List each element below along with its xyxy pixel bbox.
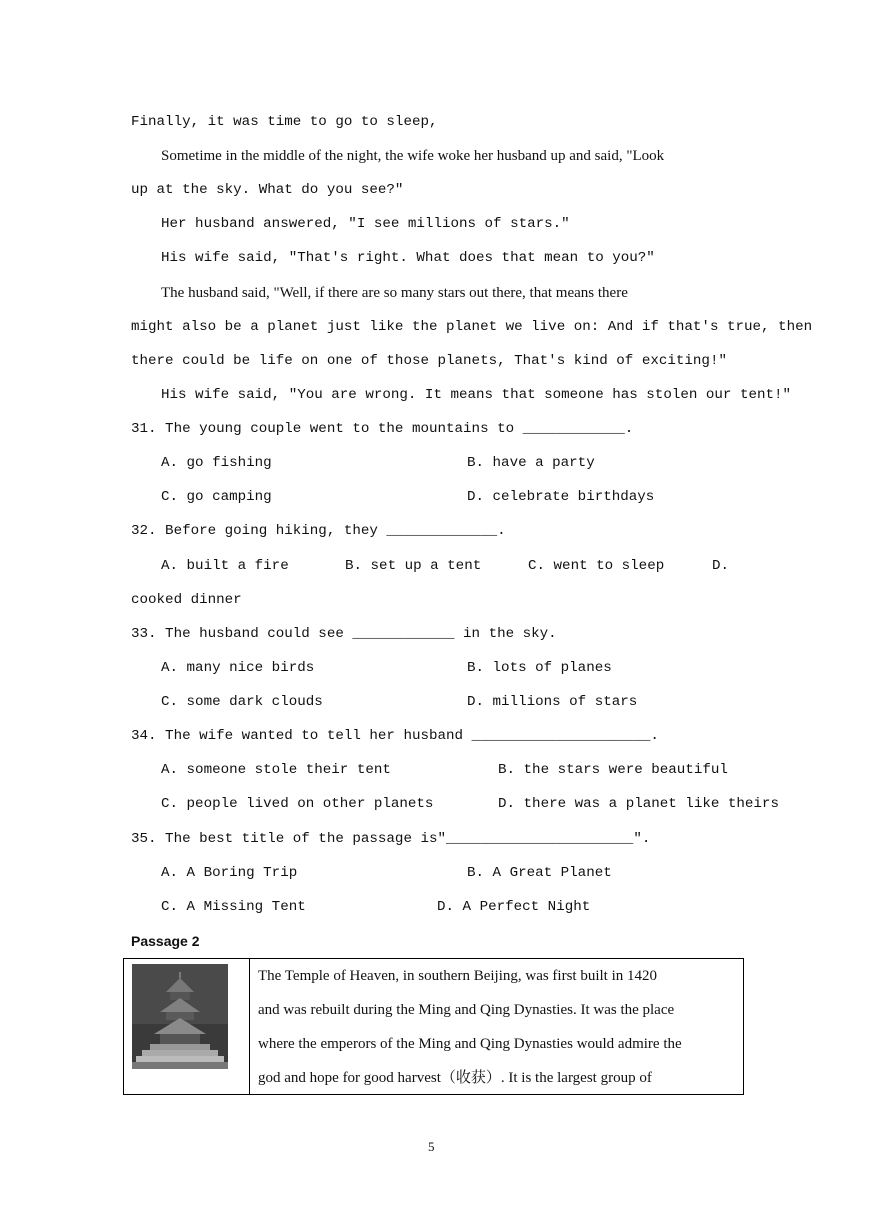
q34-option-d: D. there was a planet like theirs [498, 796, 779, 812]
question-34-stem: 34. The wife wanted to tell her husband _____________________. [131, 728, 659, 744]
question-33-stem: 33. The husband could see ____________ in the sky. [131, 626, 557, 642]
question-35-stem: 35. The best title of the passage is"______________________". [131, 831, 651, 847]
q34-option-c: C. people lived on other planets [161, 796, 434, 812]
story-line: there could be life on one of those planets, That's kind of exciting!" [131, 353, 727, 369]
q35-option-b: B. A Great Planet [467, 865, 612, 881]
question-32-stem: 32. Before going hiking, they _____________. [131, 523, 506, 539]
story-line: up at the sky. What do you see?" [131, 182, 404, 198]
story-line: His wife said, "That's right. What does that mean to you?" [161, 250, 655, 266]
q34-option-a: A. someone stole their tent [161, 762, 391, 778]
story-line: Her husband answered, "I see millions of stars." [161, 216, 570, 232]
q33-option-c: C. some dark clouds [161, 694, 323, 710]
q33-option-b: B. lots of planes [467, 660, 612, 676]
q35-option-d: D. A Perfect Night [437, 899, 591, 915]
q32-option-d: D. [712, 558, 730, 574]
page-number: 5 [428, 1139, 435, 1154]
q32-option-d-continued: cooked dinner [131, 592, 242, 608]
q33-option-d: D. millions of stars [467, 694, 638, 710]
q31-option-b: B. have a party [467, 455, 595, 471]
table-divider [249, 959, 250, 1094]
q34-option-b: B. the stars were beautiful [498, 762, 728, 778]
passage-2-line: where the emperors of the Ming and Qing Dynasties would admire the [258, 1036, 682, 1052]
q31-option-c: C. go camping [161, 489, 272, 505]
temple-of-heaven-photo [132, 964, 228, 1069]
q32-option-b: B. set up a tent [345, 558, 482, 574]
q31-option-a: A. go fishing [161, 455, 272, 471]
q32-option-c: C. went to sleep [528, 558, 665, 574]
question-31-stem: 31. The young couple went to the mountains to ____________. [131, 421, 634, 437]
passage-2-table [123, 958, 744, 1095]
q32-option-a: A. built a fire [161, 558, 289, 574]
story-line: His wife said, "You are wrong. It means that someone has stolen our tent!" [161, 387, 792, 403]
passage-2-heading: Passage 2 [131, 933, 200, 949]
story-line: The husband said, "Well, if there are so many stars out there, that means there [161, 285, 628, 301]
passage-2-line: god and hope for good harvest（收获）. It is the largest group of [258, 1070, 652, 1086]
q31-option-d: D. celebrate birthdays [467, 489, 655, 505]
q33-option-a: A. many nice birds [161, 660, 315, 676]
passage-2-line: The Temple of Heaven, in southern Beijing, was first built in 1420 [258, 968, 658, 984]
story-line: Sometime in the middle of the night, the wife woke her husband up and said, "Look [161, 148, 665, 164]
story-line: Finally, it was time to go to sleep, [131, 114, 438, 130]
story-line: might also be a planet just like the planet we live on: And if that's true, then [131, 319, 813, 335]
passage-2-line: and was rebuilt during the Ming and Qing Dynasties. It was the place [258, 1002, 675, 1018]
q35-option-a: A. A Boring Trip [161, 865, 298, 881]
q35-option-c: C. A Missing Tent [161, 899, 306, 915]
